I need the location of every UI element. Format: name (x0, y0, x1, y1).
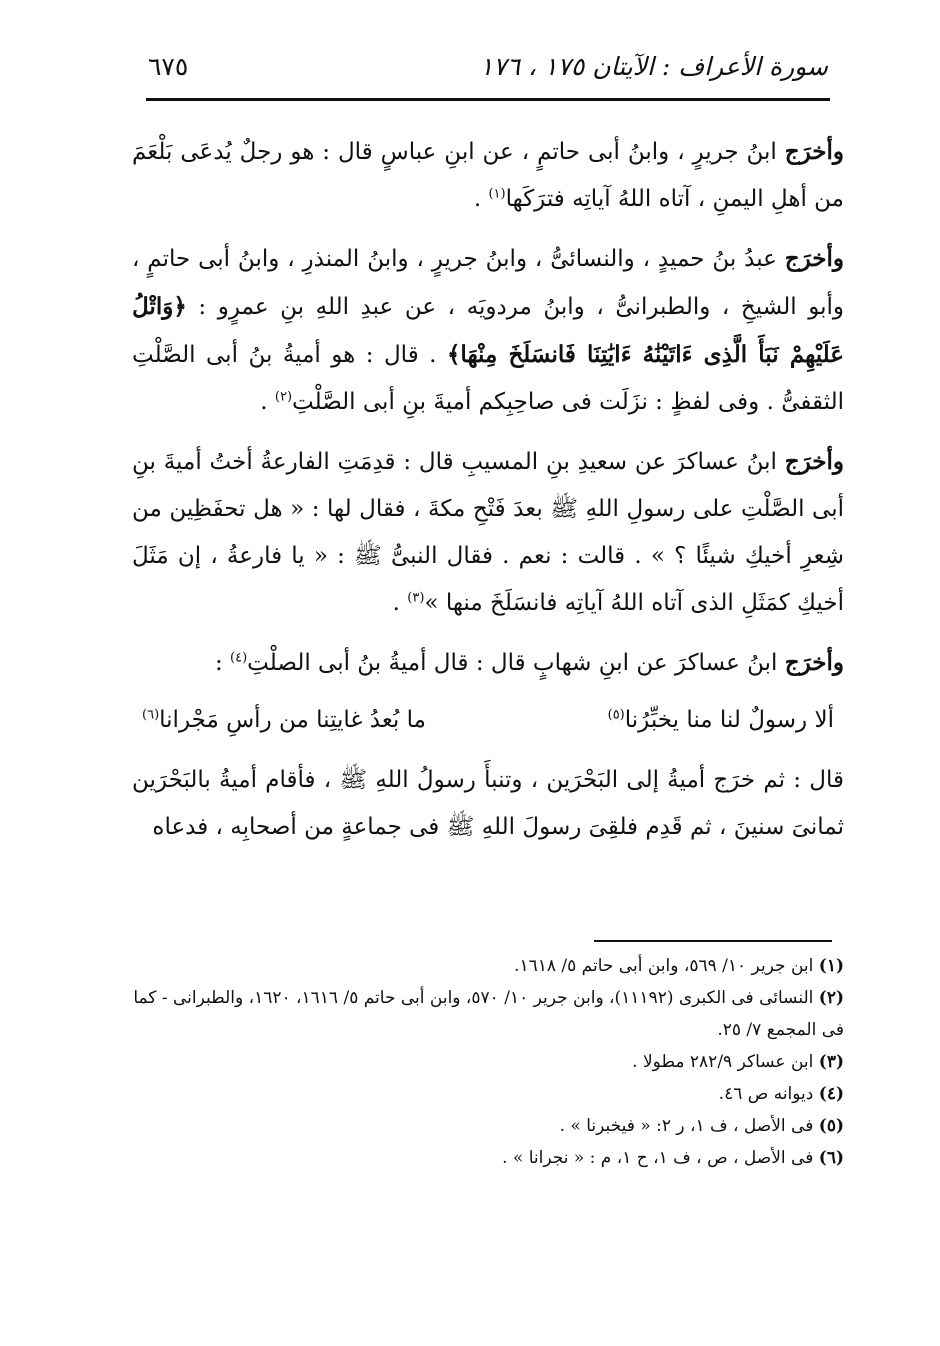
footnotes (132, 950, 844, 1174)
hemistich-text: ما بُعدُ غايتِنا من رأسِ مَجْرانا (159, 707, 426, 733)
footnote-text: ابن عساكر ٢٨٢/٩ مطولا . (632, 1052, 814, 1072)
poem-verse (132, 695, 844, 751)
paragraph-closing (132, 757, 844, 851)
footnote-number: (٤) (818, 1084, 844, 1104)
header-rule (146, 98, 830, 101)
page-header (148, 52, 828, 92)
footnote (132, 1078, 844, 1110)
paragraph-end: . (473, 186, 489, 212)
footnote-marker: (١) (488, 186, 506, 202)
paragraph-1 (132, 128, 844, 223)
quran-verse: ﴿وَاتْلُ عَلَيْهِمْ نَبَأَ الَّذِى ءَاتَيْنَٰهُ ءَايَٰتِنَا فَانسَلَخَ مِنْهَا﴾ (132, 293, 845, 368)
paragraph-text: قال : ثم خرَج أميةُ إلى البَحْرَين ، وتنبأَ رسولُ اللهِ ﷺ ، فأقام أميةُ بالبَحْرَين ثمانىَ سنينَ ، ثم قَدِم فلقِىَ رسولَ اللهِ ﷺ فى جماعةٍ من أصحابِه ، فدعاه (132, 767, 844, 840)
footnote-marker: (٦) (142, 707, 160, 723)
paragraph-lead: وأخرَج (784, 138, 844, 165)
paragraph-lead: وأخرَج (784, 245, 844, 272)
footnote-marker: (٤) (230, 650, 248, 666)
footnote (132, 982, 844, 1046)
paragraph-text: ابنُ عساكرَ عن سعيدِ بنِ المسيبِ قال : قدِمَتِ الفارعةُ أختُ أميةَ بنِ أبى الصَّلْتِ على رسولِ اللهِ ﷺ بعدَ فَتْحِ مكةَ ، فقال لها : « هل تحفَظِين من شِعرِ أخيكِ شيئًا ؟ » . قالت : نعم . فقال النبىُّ ﷺ : « يا فارعةُ ، إن مَثَلَ أخيكِ كمَثَلِ الذى آتاه اللهُ آياتِه فانسَلَخَ منها » (132, 449, 844, 616)
page-number: ٦٧٥ (148, 52, 189, 81)
footnote-text: النسائى فى الكبرى (١١١٩٢)، وابن جرير ١٠/ ٥٧٠، وابن أبى حاتم ٥/ ١٦١٦، ١٦٢٠، والطبرانى - كما فى المجمع ٧/ ٢٥. (133, 988, 844, 1040)
footnote-number: (٣) (818, 1052, 844, 1072)
footnote-marker: (٣) (407, 590, 425, 606)
paragraph-text: ابنُ جريرٍ ، وابنُ أبى حاتمٍ ، عن ابنِ عباسٍ قال : هو رجلٌ يُدعَى بَلْعَمَ من أهلِ اليمنِ ، آتاه اللهُ آياتِه فترَكَها (132, 139, 844, 212)
footnote-text: فى الأصل ، ف ١، ر ٢: « فيخبرنا » . (559, 1116, 814, 1136)
footnote-number: (٦) (818, 1148, 844, 1168)
paragraph-end: : (214, 650, 231, 676)
footnote (132, 1142, 844, 1174)
footnote-marker: (٥) (607, 707, 625, 723)
footnote-text: فى الأصل ، ص ، ف ١، ح ١، م : « نجرانا » . (502, 1148, 814, 1168)
footnote-number: (٥) (818, 1116, 844, 1136)
paragraph-text: عبدُ بنُ حميدٍ ، والنسائىُّ ، وابنُ جريرٍ ، وابنُ المنذرِ ، وابنُ أبى حاتمٍ ، وأبو الشيخِ ، والطبرانىُّ ، وابنُ مردويَه ، عن عبدِ اللهِ بنِ عمرٍو : (132, 246, 844, 320)
footnote-divider (594, 940, 832, 942)
paragraph-lead: وأخرَج (784, 649, 844, 676)
footnote-number: (١) (818, 956, 844, 976)
hemistich-text: ألا رسولٌ لنا منا يخبِّرُنا (624, 707, 834, 733)
poem-second-hemistich (142, 697, 426, 744)
paragraph-2 (132, 235, 844, 426)
paragraph-text: ابنُ عساكرَ عن ابنِ شهابٍ قال : قال أميةُ بنُ أبى الصلْتِ (247, 650, 778, 676)
paragraph-end: . (392, 590, 408, 616)
footnote (132, 1046, 844, 1078)
footnote (132, 950, 844, 982)
paragraph-3 (132, 438, 844, 627)
paragraph-4 (132, 639, 844, 687)
paragraph-end: . (260, 389, 275, 415)
main-text (132, 128, 844, 863)
paragraph-lead: وأخرَج (784, 448, 844, 475)
poem-first-hemistich (608, 697, 834, 744)
footnote-marker: (٢) (274, 389, 293, 405)
footnote-number: (٢) (818, 988, 844, 1008)
footnote-text: ابن جرير ١٠/ ٥٦٩، وابن أبى حاتم ٥/ ١٦١٨. (514, 956, 814, 976)
footnote (132, 1110, 844, 1142)
running-title: سورة الأعراف : الآيتان ١٧٥ ، ١٧٦ (479, 52, 828, 81)
paragraph-text-continued: . قال : هو أميةُ بنُ أبى الصَّلْتِ الثقفىُّ . وفى لفظٍ : نزَلَت فى صاحِبِكم أميةَ بنِ أبى الصَّلْتِ (132, 342, 844, 415)
footnote-text: ديوانه ص ٤٦. (718, 1084, 814, 1104)
